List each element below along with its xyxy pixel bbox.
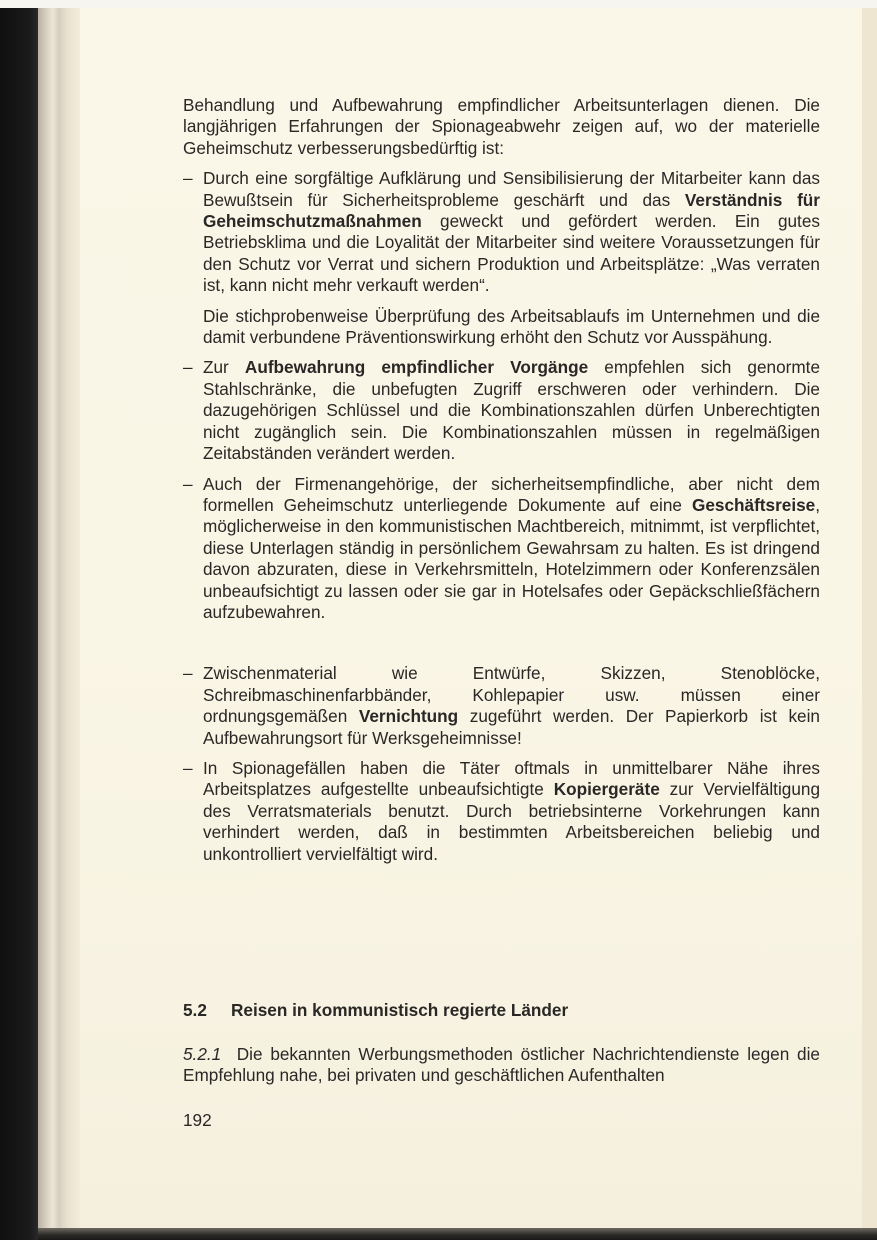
dash-marker: – bbox=[183, 168, 193, 189]
page-number: 192 bbox=[183, 1110, 212, 1130]
dash-marker: – bbox=[183, 357, 193, 378]
bullet-item: – Zwischenmaterial wie Entwürfe, Skizzen, Stenoblöcke, Schreibmaschinenfarbbänder, Kohlepapier usw. müssen einer ordnungsgemäßen Vernichtung zugeführt werden. Der Papierkorb ist kein Aufbewahrungsort für Werksgeheimnisse! bbox=[183, 663, 820, 748]
bullet-continuation: Die stichprobenweise Überprüfung des Arbeitsablaufs im Unternehmen und die damit verbundene Präventionswirkung erhöht den Schutz vor Ausspähung. bbox=[203, 305, 820, 348]
subsection-paragraph bbox=[183, 1044, 820, 1087]
page-right-edge bbox=[862, 8, 877, 1233]
page-bottom-shadow bbox=[38, 1228, 877, 1240]
bullet-item: – Auch der Firmenangehörige, der sicherheitsempfindliche, aber nicht dem formellen Geheimschutz unterliegende Dokumente auf eine Geschäftsreise, möglicherweise in den kommunistischen Machtbereich, mitnimmt, ist verpflichtet, diese Unterlagen ständig in persönlichem Gewahrsam zu halten. Es ist dringend davon abzuraten, diese in Verkehrsmitteln, Hotelzimmern oder Konferenzsälen unbeaufsichtigt zu lassen oder sie gar in Hotelsafes oder Gepäckschließfächern aufzubewahren. bbox=[183, 473, 820, 622]
bullet-item: – In Spionagefällen haben die Täter oftmals in unmittelbarer Nähe ihres Arbeitsplatzes aufgestellte unbeaufsichtigte Kopiergeräte zur Vervielfältigung des Verratsmaterials benutzt. Durch betriebsinterne Vorkehrungen kann verhindert werden, daß in bestimmten Arbeitsbereichen beliebig und unkontrolliert vervielfältigt wird. bbox=[183, 757, 820, 864]
bullet-item: – Zur Aufbewahrung empfindlicher Vorgänge empfehlen sich genormte Stahlschränke, die unbefugten Zugriff erschweren oder verhindern. Die dazugehörigen Schlüssel und die Kombinationszahlen dürfen Unberechtigten nicht zugänglich sein. Die Kombinationszahlen müssen in regelmäßigen Zeitabständen verändert werden. bbox=[183, 357, 820, 464]
bold-term: Aufbewahrung empfindlicher Vorgänge bbox=[244, 357, 589, 378]
bold-term: Verständnis für Geheimschutzmaßnahmen bbox=[203, 189, 820, 232]
bold-term: Kopiergeräte bbox=[553, 779, 660, 800]
page-stack-edges bbox=[38, 8, 80, 1233]
scan-top-margin bbox=[0, 0, 877, 8]
book-spine-shadow bbox=[0, 8, 38, 1240]
bullet-item: – Durch eine sorgfältige Aufklärung und Sensibilisierung der Mitarbeiter kann das Bewußtsein für Sicherheitsprobleme geschärft und das Verständnis für Geheimschutzmaßnahmen geweckt und gefördert werden. Ein gutes Betriebsklima und die Loyalität der Mitarbeiter sind weitere Voraussetzungen für den Schutz vor Verrat und sichern Produktion und Arbeitsplätze: „Was verraten ist, kann nicht mehr verkauft werden“. Die stichprobenweise Überprüfung des Arbeitsablaufs im Unternehmen und die damit verbundene Präventionswirkung erhöht den Schutz vor Ausspähung. bbox=[183, 168, 820, 348]
body-text bbox=[183, 95, 820, 865]
bold-term: Vernichtung bbox=[358, 706, 459, 727]
section-number: 5.2 bbox=[183, 1000, 207, 1020]
subsection-number: 5.2.1 bbox=[183, 1044, 222, 1064]
subsection-text: Die bekannten Werbungsmethoden östlicher Nachrichtendienste legen die Empfehlung nahe, bei privaten und geschäftlichen Aufenthalten bbox=[183, 1044, 820, 1086]
section-title: Reisen in kommunistisch regierte Länder bbox=[231, 1000, 569, 1020]
intro-paragraph: Behandlung und Aufbewahrung empfindlicher Arbeitsunterlagen dienen. Die langjährigen Erfahrungen der Spionageabwehr zeigen auf, wo der materielle Geheimschutz verbesserungsbedürftig ist: bbox=[183, 95, 820, 158]
dash-marker: – bbox=[183, 757, 193, 778]
dash-marker: – bbox=[183, 663, 193, 684]
dash-marker: – bbox=[183, 473, 193, 494]
bold-term: Geschäftsreise bbox=[691, 494, 816, 515]
section-heading bbox=[183, 1000, 568, 1021]
